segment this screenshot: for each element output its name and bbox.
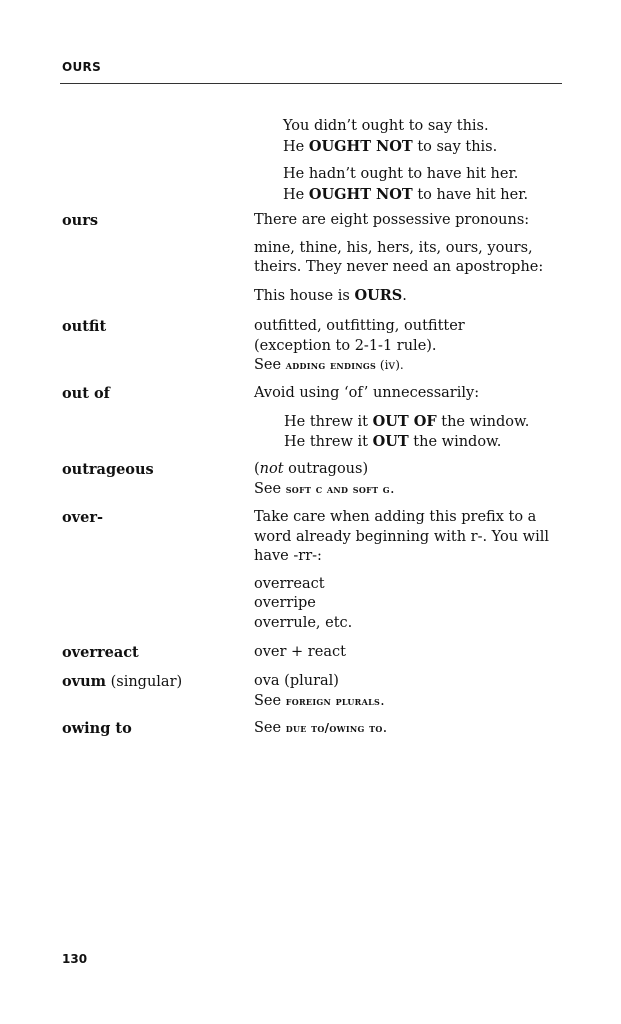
example-line: overripe [254, 595, 316, 611]
definition: outfitted, outfitting, outfitter (exception to 2-1-1 rule). See adding endings (iv). [254, 317, 554, 376]
definition: ova (plural) See foreign plurals. [254, 672, 554, 711]
example-line: He OUGHT NOT to say this. [283, 137, 498, 155]
cross-reference: See adding endings (iv). [254, 357, 404, 373]
definition [254, 719, 554, 739]
example-line: overrule, etc. [254, 614, 353, 631]
definition: over + react [254, 644, 346, 660]
example-line: This house is OURS. [254, 286, 407, 304]
headword: overreact [62, 644, 139, 661]
cross-reference: See soft c and soft g. [254, 480, 395, 497]
cross-reference: See due to/owing to. [254, 720, 388, 736]
headword: out of [62, 385, 110, 402]
continued-examples [283, 117, 573, 205]
definition: Take care when adding this prefix to a word already beginning with r-. You will have -rr-: overreact overripe overrule, etc. [254, 508, 554, 633]
definition: (not outragous) See soft c and soft g. [254, 460, 554, 499]
headword: over- [62, 509, 103, 526]
headword: owing to [62, 720, 132, 737]
headword: outfit [62, 318, 107, 335]
example-line: He OUGHT NOT to have hit her. [283, 185, 529, 203]
headword: outrageous [62, 461, 154, 478]
example-line: overreact [254, 575, 325, 592]
example-line: He threw it OUT OF the window. [284, 412, 530, 430]
definition: Avoid using ‘of’ unnecessarily: He threw it OUT OF the window. He threw it OUT the window. [254, 384, 554, 453]
definition: There are eight possessive pronouns: mine, thine, his, hers, its, ours, yours, theirs. They never need an apostrophe: This house is OURS. [254, 211, 554, 306]
header-rule [60, 83, 562, 84]
cross-reference: See foreign plurals. [254, 692, 385, 709]
example-line: He threw it OUT the window. [284, 433, 502, 450]
headword: ovum (singular) [62, 673, 183, 690]
page-number: 130 [62, 952, 88, 966]
headword: ours [62, 212, 99, 229]
example-line: You didn’t ought to say this. [283, 118, 489, 134]
example-line: He hadn’t ought to have hit her. [283, 166, 519, 182]
running-head: OURS [62, 60, 102, 74]
